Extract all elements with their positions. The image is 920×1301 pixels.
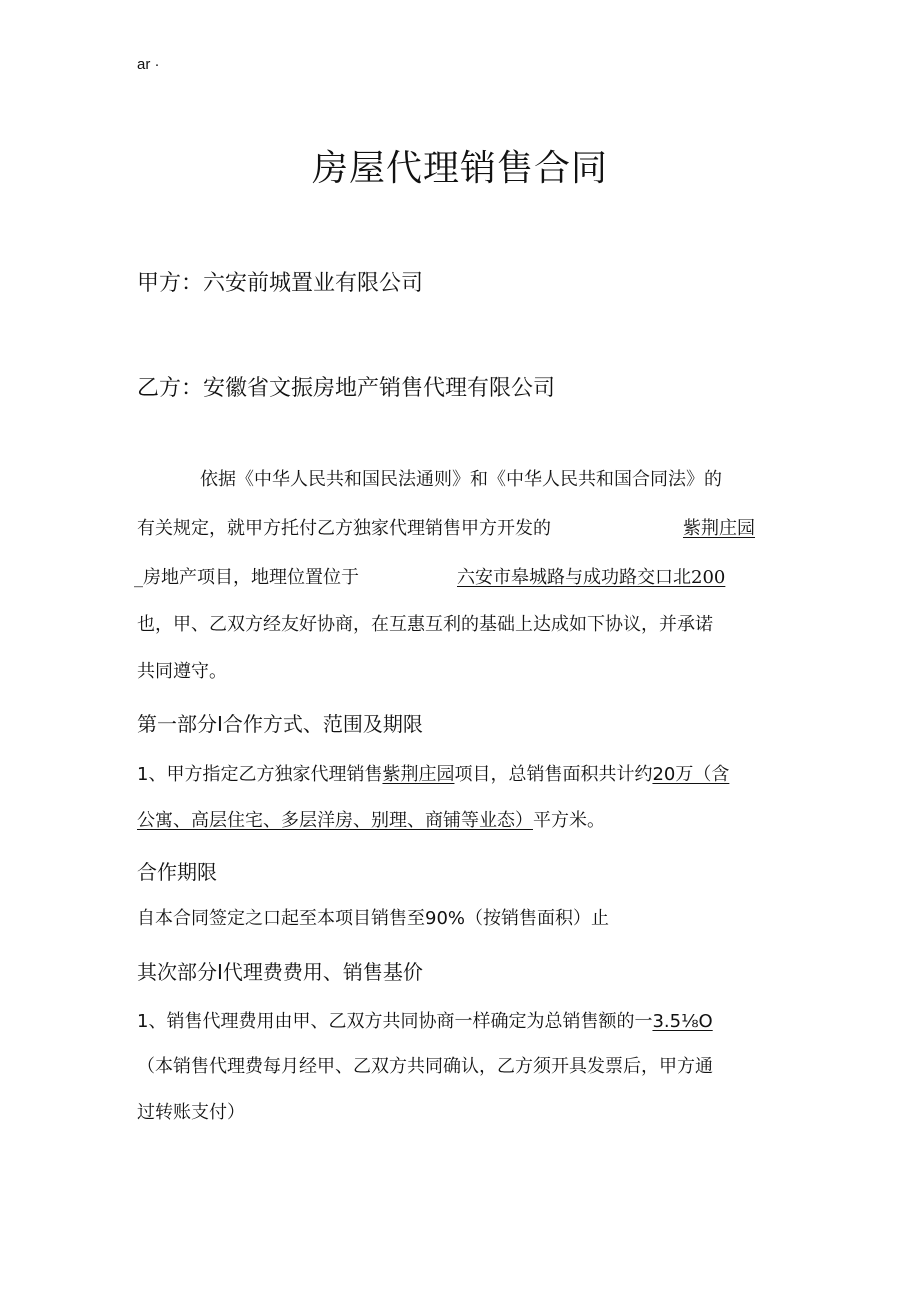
part2-item1-line1 <box>137 1007 713 1033</box>
corner-mark: ar · <box>137 56 160 73</box>
preamble-line-2: 有关规定，就甲方托付乙方独家代理销售甲方开发的 <box>137 518 551 539</box>
term-heading: 合作期限 <box>137 860 217 884</box>
part1-item1-area: 20万（含 <box>652 764 730 785</box>
preamble-line-4: 也，甲、乙双方经友好协商，在互惠互利的基础上达成如下协议，并承诺 <box>137 614 713 635</box>
part2-item1-line3: 过转账支付） <box>137 1102 245 1123</box>
preamble-line-1: 依据《中华人民共和国民法通则》和《中华人民共和国合同法》的 <box>200 469 722 490</box>
term-text: 自本合同签定之口起至本项目销售至90%（按销售面积）止 <box>137 908 610 929</box>
party-b-name: 安徽省文振房地产销售代理有限公司 <box>203 376 556 401</box>
part1-item1-project: 紫荆庄园 <box>382 764 455 785</box>
part2-heading: 其次部分I代理费费用、销售基价 <box>137 960 423 984</box>
project-location-text: 六安市皋城路与成功路交口北200 <box>457 567 726 588</box>
preamble-line-3: _房地产项目，地理位置位于 <box>134 567 359 588</box>
party-b <box>137 371 555 402</box>
part1-item1-line1 <box>137 760 729 786</box>
part2-item1-line2: （本销售代理费每月经甲、乙双方共同确认，乙方须开具发票后，甲方通 <box>137 1056 713 1077</box>
party-a-name: 六安前城置业有限公司 <box>203 271 424 296</box>
party-a-label: 甲方： <box>137 271 204 296</box>
preamble-line-5: 共同遵守。 <box>137 661 227 682</box>
part1-item1-unit: 平方米。 <box>533 810 605 831</box>
project-name <box>683 514 755 540</box>
party-a <box>137 266 423 297</box>
part1-heading: 第一部分I合作方式、范围及期限 <box>137 712 423 736</box>
project-name-text: 紫荆庄园 <box>683 518 755 539</box>
part1-item1-scope: 公寓、高层住宅、多层洋房、别理、商铺等业态） <box>137 810 533 831</box>
document-title: 房屋代理销售合同 <box>311 148 608 189</box>
part2-item1-rate: 3.5⅛O <box>652 1011 713 1032</box>
part2-item1-text: 1、销售代理费用由甲、乙双方共同协商一样确定为总销售额的一 <box>137 1011 653 1032</box>
project-location <box>457 563 725 589</box>
part1-item1-text-b: 项目，总销售面积共计约 <box>454 764 653 785</box>
part1-item1-line2 <box>137 806 605 832</box>
part1-item1-text-a: 1、甲方指定乙方独家代理销售 <box>137 764 383 785</box>
party-b-label: 乙方： <box>137 376 204 401</box>
